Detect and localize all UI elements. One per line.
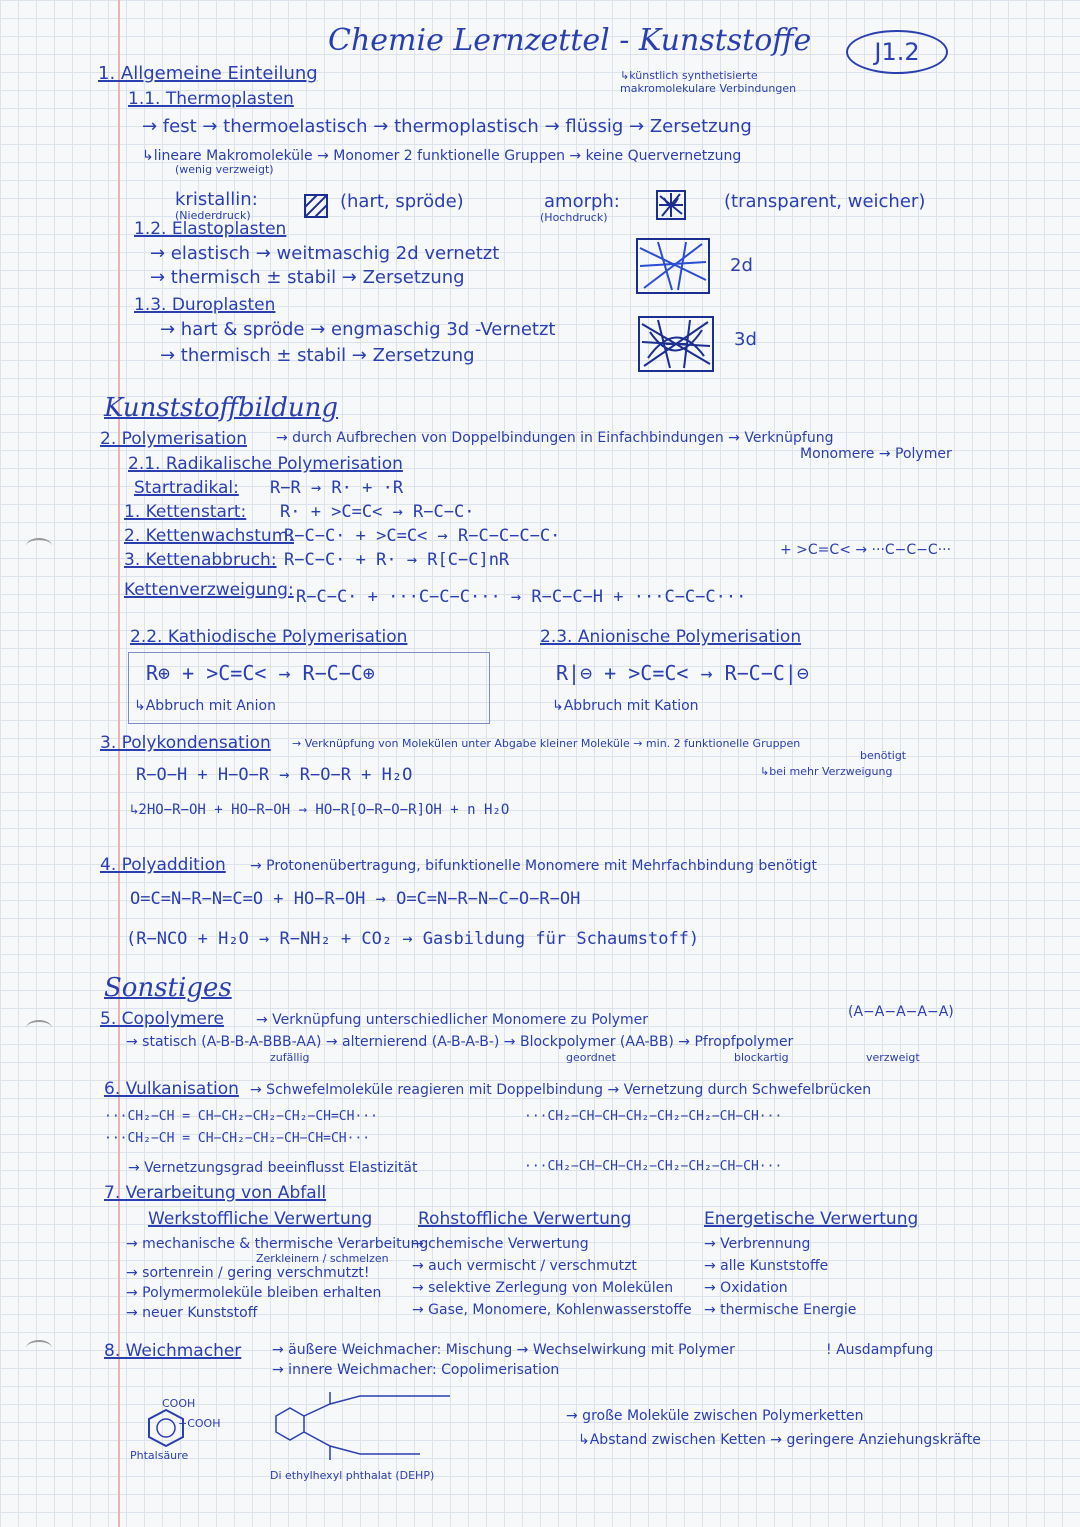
step2-eq: R−C−C· + >C=C< → R−C−C−C−C· [284,526,561,546]
dehp-label: Di ethylhexyl phthalat (DEHP) [270,1469,435,1482]
copolymere-desc: → Verknüpfung unterschiedlicher Monomere zu Polymer [256,1012,649,1028]
page-title: Chemie Lernzettel - Kunststoffe [328,23,812,58]
list-item: → sortenrein / gering verschmutzt! [126,1265,370,1281]
network-2d-icon [636,238,710,294]
list-item: → alle Kunststoffe [704,1258,829,1274]
network-3d-icon [638,316,714,372]
cooh-label-2: −COOH [178,1417,221,1430]
punch-hole [26,538,52,554]
elasto-heading: 1.2. Elastoplasten [134,219,287,239]
anion-note: ↳Abbruch mit Kation [552,698,699,714]
copolymere-heading: 5. Copolymere [100,1009,224,1029]
weichmacher-line2: → innere Weichmacher: Copolimerisation [272,1362,560,1378]
cooh-label: COOH [162,1397,196,1410]
werkstoffliche-list [126,1236,428,1321]
kondensation-desc: → Verknüpfung von Molekülen unter Abgabe kleiner Moleküle → min. 2 funktionelle Gruppen [292,737,801,750]
weichmacher-right1: → große Moleküle zwischen Polymerketten [566,1408,864,1424]
label-2d: 2d [730,255,753,276]
amorph-note: (Hochdruck) [540,211,608,224]
list-item: → selektive Zerlegung von Molekülen [412,1280,674,1296]
list-item: → thermische Energie [704,1302,857,1318]
copoly-sub-geordnet: geordnet [566,1051,616,1064]
polymerisation-heading: 2. Polymerisation [100,429,248,449]
radikal-heading: 2.1. Radikalische Polymerisation [128,454,403,474]
werkstoffliche-note: Zerkleinern / schmelzen [256,1252,389,1265]
polyaddition-heading: 4. Polyaddition [100,855,226,875]
branch-eq: + >C=C< → ···C−C−C··· [780,542,952,558]
page-badge: J1.2 [846,30,948,74]
duro-heading: 1.3. Duroplasten [134,295,276,315]
step1-eq: R· + >C=C< → R−C−C· [280,502,475,522]
rohstoffliche-heading: Rohstoffliche Verwertung [418,1209,632,1229]
weichmacher-line1: → äußere Weichmacher: Mischung → Wechselwirkung mit Polymer [272,1342,735,1358]
polyaddition-eq1: O=C=N−R−N=C=O + HO−R−OH → O=C=N−R−N−C−O−R−OH [130,889,581,909]
phthalsaeure-label: Phtalsäure [130,1449,189,1462]
thermo-line2: ↳lineare Makromoleküle → Monomer 2 funktionelle Gruppen → keine Quervernetzung [142,148,742,164]
list-item: → Polymermoleküle bleiben erhalten [126,1285,382,1301]
step3-label: 3. Kettenabbruch: [124,550,277,570]
polyaddition-desc: → Protonenübertragung, bifunktionelle Monomere mit Mehrfachbindung benötigt [250,858,818,874]
kristallin-desc: (hart, spröde) [340,191,464,212]
step3-eq: R−C−C· + R· → R[C−C]nR [284,550,510,570]
abfall-heading: 7. Verarbeitung von Abfall [104,1183,327,1203]
vulkanisation-eq1: ···CH₂−CH = CH−CH₂−CH₂−CH₂−CH=CH··· [104,1109,378,1124]
rohstoffliche-list [412,1236,692,1318]
polymerisation-desc: → durch Aufbrechen von Doppelbindungen in Einfachbindungen → Verknüpfung [276,430,834,446]
kathion-note: ↳Abbruch mit Anion [134,698,276,714]
startradikal-eq: R−R → R· + ·R [270,478,404,498]
list-item: → neuer Kunststoff [126,1305,258,1321]
thermo-note: (wenig verzweigt) [175,163,274,176]
section-1-heading: 1. Allgemeine Einteilung [98,63,318,84]
thermo-line1: → fest → thermoelastisch → thermoplastisch → flüssig → Zersetzung [142,116,752,137]
vulkanisation-desc: → Schwefelmoleküle reagieren mit Doppelbindung → Vernetzung durch Schwefelbrücken [250,1082,872,1098]
punch-hole [26,1020,52,1036]
vulkanisation-note: → Vernetzungsgrad beeinflusst Elastizität [128,1160,418,1176]
kristallin-label: kristallin: [175,189,258,210]
vulkanisation-heading: 6. Vulkanisation [104,1079,239,1099]
margin-line [118,0,120,1527]
werkstoffliche-heading: Werkstoffliche Verwertung [148,1209,373,1229]
list-item: → chemische Verwertung [412,1236,589,1252]
vulkanisation-prod1: ···CH₂−CH−CH−CH₂−CH₂−CH₂−CH−CH··· [524,1109,783,1124]
kondensation-eq1: R−O−H + H−O−R → R−O−R + H₂O [136,765,413,785]
kathion-heading: 2.2. Kathiodische Polymerisation [130,627,408,647]
weichmacher-heading: 8. Weichmacher [104,1341,242,1361]
copolymere-branch: (A−A−A−A−A) [848,1004,954,1020]
dehp-structure [270,1384,470,1470]
kathion-eq: R⊕ + >C=C< → R−C−C⊕ [146,661,375,685]
kristallin-pattern-icon [304,194,328,218]
list-item: → Gase, Monomere, Kohlenwasserstoffe [412,1302,692,1318]
subtitle: ↳künstlich synthetisierte makromolekulare Verbindungen [620,69,797,95]
polymerisation-desc2: Monomere → Polymer [800,446,952,462]
kristallin-note: (Niederdruck) [175,209,251,222]
step2-label: 2. Kettenwachstum: [124,526,294,546]
list-item: → Verbrennung [704,1236,811,1252]
weichmacher-warning: ! Ausdampfung [826,1342,934,1358]
vulkanisation-prod2: ···CH₂−CH−CH−CH₂−CH₂−CH₂−CH−CH··· [524,1159,783,1174]
amorph-desc: (transparent, weicher) [724,191,926,212]
step1-label: 1. Kettenstart: [124,502,247,522]
sonstiges-heading: Sonstiges [104,973,232,1003]
step4-label: Kettenverzweigung: [124,580,294,600]
polyaddition-eq2: (R−NCO + H₂O → R−NH₂ + CO₂ → Gasbildung für Schaumstoff) [126,929,700,949]
kondensation-note1: benötigt [860,749,907,762]
vulkanisation-eq2: ···CH₂−CH = CH−CH₂−CH₂−CH−CH=CH··· [104,1131,371,1146]
punch-hole [26,1340,52,1356]
step4-eq: R−C−C· + ···C−C−C··· → R−C−C−H + ···C−C−C··· [296,587,747,607]
weichmacher-right2: ↳Abstand zwischen Ketten → geringere Anziehungskräfte [578,1432,981,1448]
energetische-heading: Energetische Verwertung [704,1209,919,1229]
energetische-list [704,1236,856,1318]
list-item: → auch vermischt / verschmutzt [412,1258,637,1274]
kunststoffbildung-heading: Kunststoffbildung [104,393,339,423]
kondensation-heading: 3. Polykondensation [100,733,271,753]
kondensation-eq2: ↳2HO−R−OH + HO−R−OH → HO−R[O−R−O−R]OH + n H₂O [130,802,510,818]
startradikal-label: Startradikal: [134,478,239,498]
copoly-sub-zufaellig: zufällig [270,1051,310,1064]
anion-heading: 2.3. Anionische Polymerisation [540,627,802,647]
copoly-sub-blockartig: blockartig [734,1051,789,1064]
benzene-ring-icon [146,1408,186,1448]
kondensation-note2: ↳bei mehr Verzweigung [760,765,893,778]
copolymere-types: → statisch (A-B-B-A-BBB-AA) → alternierend (A-B-A-B-) → Blockpolymer (AA-BB) → Pfropfpolymer [126,1034,794,1050]
elasto-line2: → thermisch ± stabil → Zersetzung [150,267,465,288]
duro-line2: → thermisch ± stabil → Zersetzung [160,345,475,366]
amorph-label: amorph: [544,191,620,212]
amorph-pattern-icon [656,190,686,220]
anion-eq: R|⊖ + >C=C< → R−C−C|⊖ [556,661,809,685]
list-item: → Oxidation [704,1280,788,1296]
copoly-sub-verzweigt: verzweigt [866,1051,920,1064]
thermo-heading: 1.1. Thermoplasten [128,89,294,109]
list-item: → mechanische & thermische Verarbeitung [126,1236,429,1252]
label-3d: 3d [734,329,757,350]
elasto-line1: → elastisch → weitmaschig 2d vernetzt [150,243,500,264]
duro-line1: → hart & spröde → engmaschig 3d -Vernetzt [160,319,556,340]
